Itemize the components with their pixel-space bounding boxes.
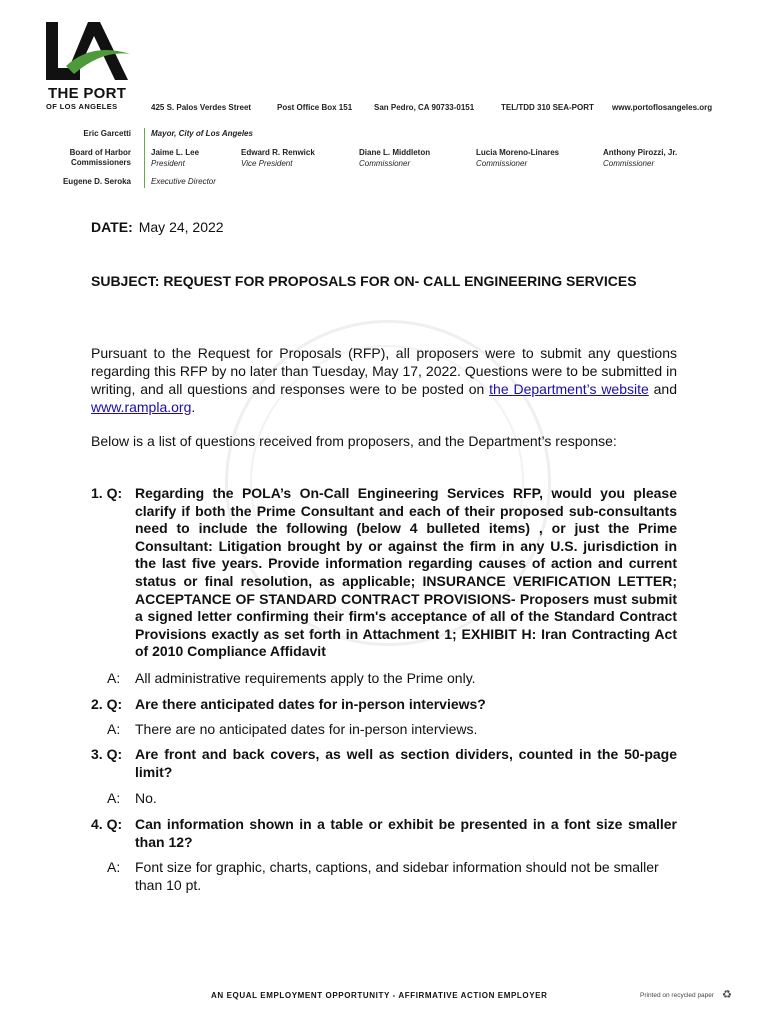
intro-and: and [648,381,678,397]
board-label-2: Commissioners [70,158,131,167]
answer-label: A: [107,670,121,686]
board-label-1: Board of Harbor [69,148,131,157]
question-text: Are front and back covers, as well as section dividers, counted in the 50-page limit? [135,746,677,780]
address-street: 425 S. Palos Verdes Street [151,103,252,112]
divider-line [144,128,145,188]
address-city: San Pedro, CA 90733-0151 [374,103,475,112]
logo-title: THE PORT [48,85,127,102]
date-label: DATE: [91,219,133,235]
commissioner-title: President [151,159,185,168]
question-text: Regarding the POLA’s On-Call Engineering Services RFP, would you please clarify if both the Prime Consultant and each of their proposed sub-consultants need to include the following (below 4 bulleted items) , or just the Prime Consultant: Litigation brought by or against the firm in any U.S. jurisdiction in the last five years. Provide information regarding causes of action and current status or final resolution, as applicable; INSURANCE VERIFICATION LETTER; ACCEPTANCE OF STANDARD CONTRACT PROVISIONS- Proposers must submit a signed letter confirming their firm's acceptance of all of the Standard Contract Provisions exactly as set forth in Attachment 1; EXHIBIT H: Iran Contracting Act of 2010 Compliance Affidavit [135,485,677,660]
commissioner-name: Jaime L. Lee [151,148,200,157]
address-website: www.portoflosangeles.org [612,103,713,112]
commissioner-name: Lucia Moreno-Linares [476,148,560,157]
answer-text: No. [135,790,157,806]
date-value: May 24, 2022 [138,219,224,235]
answer-text: Font size for graphic, charts, captions, and sidebar information should not be smaller than 10 pt. [135,859,659,893]
commissioner-name: Diane L. Middleton [359,148,431,157]
commissioner-title: Commissioner [359,159,411,168]
commissioner-name: Anthony Pirozzi, Jr. [603,148,678,157]
address-tel: TEL/TDD 310 SEA-PORT [501,103,594,112]
director-title: Executive Director [151,177,216,186]
director-name: Eugene D. Seroka [62,177,131,186]
address-po-box: Post Office Box 151 [277,103,353,112]
mayor-title: Mayor, City of Los Angeles [151,129,253,138]
recycled-note: Printed on recycled paper [640,992,715,999]
answer-text: All administrative requirements apply to the Prime only. [135,670,476,686]
question-number: 1. Q: [91,485,123,501]
question-text: Are there anticipated dates for in-person interviews? [135,696,486,712]
logo-subtitle: OF LOS ANGELES [46,102,118,111]
recycle-icon: ♻ [722,989,732,1001]
intro-paragraph-2: Below is a list of questions received from proposers, and the Department’s response: [91,433,617,449]
port-logo [44,20,134,120]
mayor-name: Eric Garcetti [83,129,131,138]
question-number: 3. Q: [91,746,123,762]
question-text: Can information shown in a table or exhibit be presented in a font size smaller than 12? [135,816,677,850]
la-logo-icon [44,20,134,84]
footer-text: AN EQUAL EMPLOYMENT OPPORTUNITY - AFFIRMATIVE ACTION EMPLOYER [211,991,548,1000]
answer-label: A: [107,790,121,806]
answer-label: A: [107,721,121,737]
subject-line: SUBJECT: REQUEST FOR PROPOSALS FOR ON- CALL ENGINEERING SERVICES [91,273,637,289]
rampla-link[interactable]: www.rampla.org [91,399,192,415]
commissioner-title: Commissioner [603,159,655,168]
date-line [91,219,224,235]
commissioner-title: Commissioner [476,159,528,168]
intro-end: . [191,399,196,415]
commissioner-name: Edward R. Renwick [241,148,315,157]
question-number: 4. Q: [91,816,123,832]
answer-label: A: [107,859,121,875]
answer-text: There are no anticipated dates for in-person interviews. [135,721,478,737]
question-number: 2. Q: [91,696,123,712]
intro-paragraph [91,344,677,416]
commissioner-title: Vice President [241,159,293,168]
intro-text: Pursuant to the Request for Proposals (RFP), all proposers were to submit any questions regarding this RFP by no later than Tuesday, May 17, 2022. Questions were to be submitted in writing, and all questions and responses were to be posted on [91,345,677,397]
department-website-link[interactable]: the Department’s website [489,381,649,397]
